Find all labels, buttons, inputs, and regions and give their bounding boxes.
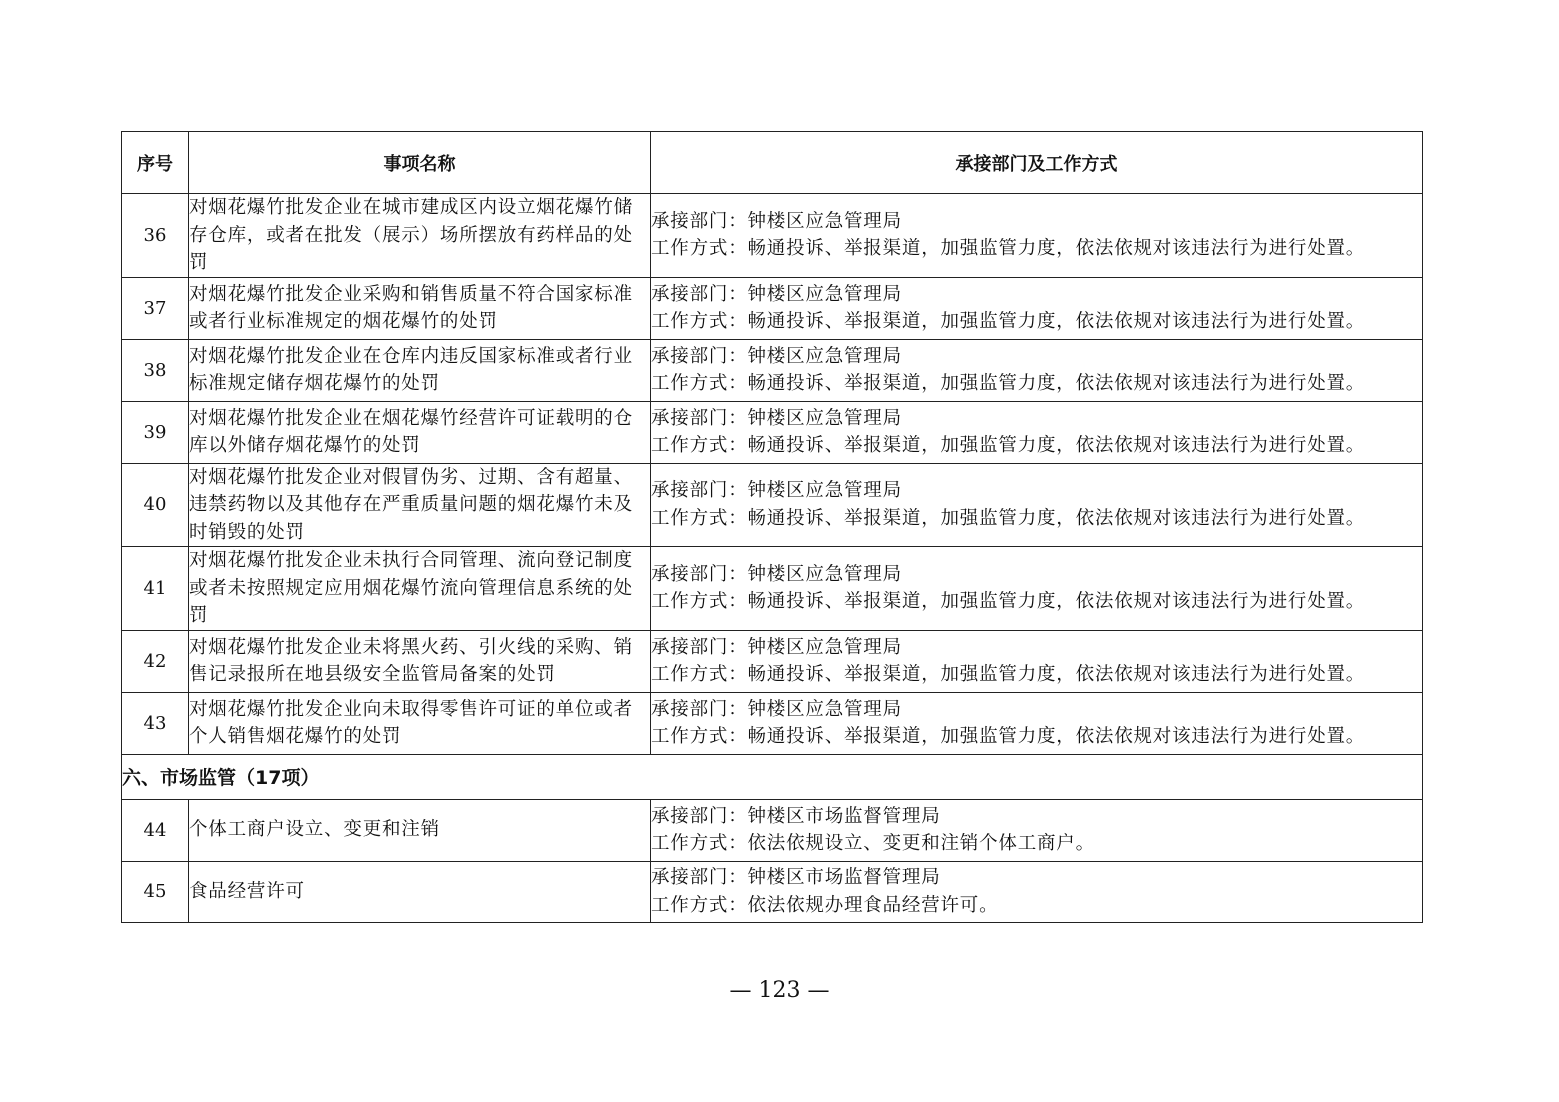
item-name: 对烟花爆竹批发企业在烟花爆竹经营许可证载明的仓库以外储存烟花爆竹的处罚 xyxy=(189,401,651,463)
table-row xyxy=(122,277,1423,339)
header-no: 序号 xyxy=(122,132,189,194)
dept-text: 承接部门：钟楼区应急管理局 xyxy=(651,407,902,429)
table-row xyxy=(122,692,1423,754)
item-name: 对烟花爆竹批发企业采购和销售质量不符合国家标准或者行业标准规定的烟花爆竹的处罚 xyxy=(189,277,651,339)
dept-method-cell xyxy=(651,547,1423,631)
row-number: 41 xyxy=(122,547,189,631)
item-name: 对烟花爆竹批发企业未执行合同管理、流向登记制度或者未按照规定应用烟花爆竹流向管理信息系统的处罚 xyxy=(189,547,651,631)
row-number: 44 xyxy=(122,799,189,861)
table-row xyxy=(122,630,1423,692)
row-number: 43 xyxy=(122,692,189,754)
method-text: 工作方式：依法依规办理食品经营许可。 xyxy=(651,894,999,916)
row-number: 45 xyxy=(122,861,189,922)
method-text: 工作方式：畅通投诉、举报渠道，加强监管力度，依法依规对该违法行为进行处置。 xyxy=(651,373,1366,394)
dept-text: 承接部门：钟楼区应急管理局 xyxy=(651,345,902,367)
dept-text: 承接部门：钟楼区应急管理局 xyxy=(651,563,902,585)
dept-method-cell xyxy=(651,401,1423,463)
table-row xyxy=(122,799,1423,861)
dept-method-cell xyxy=(651,861,1423,922)
item-name: 对烟花爆竹批发企业对假冒伪劣、过期、含有超量、违禁药物以及其他存在严重质量问题的烟花爆竹未及时销毁的处罚 xyxy=(189,463,651,547)
dept-method-cell xyxy=(651,692,1423,754)
method-text: 工作方式：畅通投诉、举报渠道，加强监管力度，依法依规对该违法行为进行处置。 xyxy=(651,238,1366,260)
item-name: 对烟花爆竹批发企业向未取得零售许可证的单位或者个人销售烟花爆竹的处罚 xyxy=(189,692,651,754)
dept-text: 承接部门：钟楼区市场监督管理局 xyxy=(651,805,941,827)
table-row xyxy=(122,194,1423,278)
dept-method-cell xyxy=(651,194,1423,278)
method-text: 工作方式：依法依规设立、变更和注销个体工商户。 xyxy=(651,833,1095,854)
dept-text: 承接部门：钟楼区应急管理局 xyxy=(651,698,902,720)
dept-method-cell xyxy=(651,630,1423,692)
table-row xyxy=(122,463,1423,547)
row-number: 40 xyxy=(122,463,189,547)
method-text: 工作方式：畅通投诉、举报渠道，加强监管力度，依法依规对该违法行为进行处置。 xyxy=(651,311,1366,332)
services-table xyxy=(121,131,1423,923)
row-number: 38 xyxy=(122,339,189,401)
dept-text: 承接部门：钟楼区应急管理局 xyxy=(651,210,902,232)
row-number: 36 xyxy=(122,194,189,278)
row-number: 37 xyxy=(122,277,189,339)
method-text: 工作方式：畅通投诉、举报渠道，加强监管力度，依法依规对该违法行为进行处置。 xyxy=(651,664,1366,685)
table-row xyxy=(122,401,1423,463)
dept-method-cell xyxy=(651,799,1423,861)
table-header-row xyxy=(122,132,1423,194)
table-row xyxy=(122,547,1423,631)
dept-text: 承接部门：钟楼区应急管理局 xyxy=(651,636,902,658)
dept-method-cell xyxy=(651,277,1423,339)
table-row xyxy=(122,861,1423,922)
row-number: 39 xyxy=(122,401,189,463)
section-title: 六、市场监管（17项） xyxy=(122,754,1423,799)
method-text: 工作方式：畅通投诉、举报渠道，加强监管力度，依法依规对该违法行为进行处置。 xyxy=(651,435,1366,456)
section-row xyxy=(122,754,1423,799)
item-name: 食品经营许可 xyxy=(189,861,651,922)
dept-method-cell xyxy=(651,463,1423,547)
method-text: 工作方式：畅通投诉、举报渠道，加强监管力度，依法依规对该违法行为进行处置。 xyxy=(651,507,1366,529)
method-text: 工作方式：畅通投诉、举报渠道，加强监管力度，依法依规对该违法行为进行处置。 xyxy=(651,591,1366,613)
dept-text: 承接部门：钟楼区市场监督管理局 xyxy=(651,867,941,888)
page-number: — 123 — xyxy=(729,978,830,1003)
item-name: 对烟花爆竹批发企业未将黑火药、引火线的采购、销售记录报所在地县级安全监管局备案的处罚 xyxy=(189,630,651,692)
dept-method-cell xyxy=(651,339,1423,401)
table-row xyxy=(122,339,1423,401)
item-name: 个体工商户设立、变更和注销 xyxy=(189,799,651,861)
item-name: 对烟花爆竹批发企业在城市建成区内设立烟花爆竹储存仓库，或者在批发（展示）场所摆放有药样品的处罚 xyxy=(189,194,651,278)
method-text: 工作方式：畅通投诉、举报渠道，加强监管力度，依法依规对该违法行为进行处置。 xyxy=(651,726,1366,747)
item-name: 对烟花爆竹批发企业在仓库内违反国家标准或者行业标准规定储存烟花爆竹的处罚 xyxy=(189,339,651,401)
dept-text: 承接部门：钟楼区应急管理局 xyxy=(651,283,902,305)
header-name: 事项名称 xyxy=(189,132,651,194)
dept-text: 承接部门：钟楼区应急管理局 xyxy=(651,480,902,502)
header-dept: 承接部门及工作方式 xyxy=(651,132,1423,194)
row-number: 42 xyxy=(122,630,189,692)
